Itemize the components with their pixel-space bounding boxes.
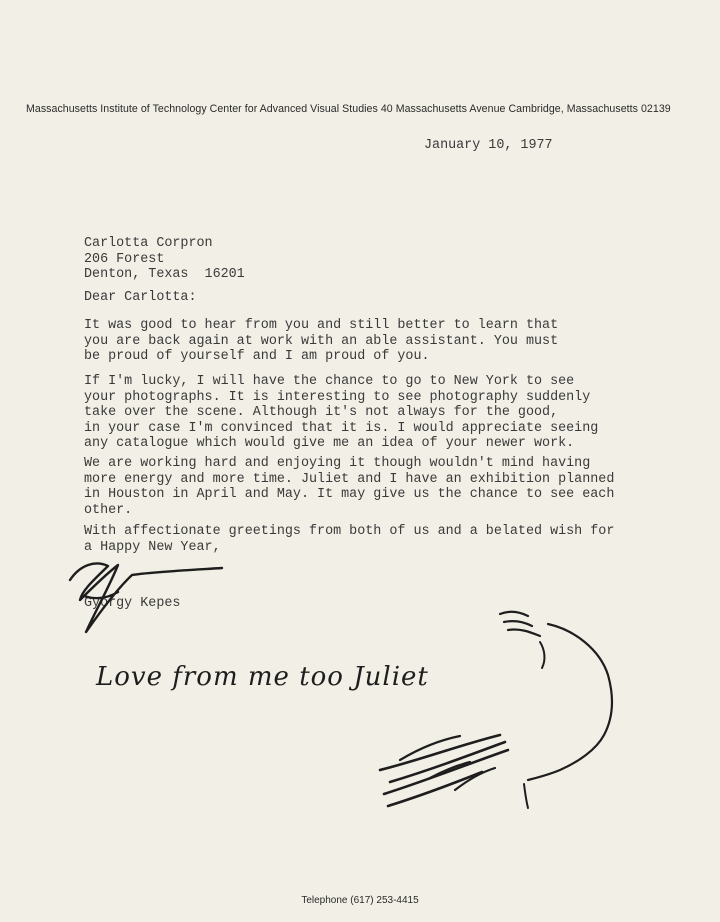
bird-tail-lines xyxy=(380,735,508,806)
bird-neck xyxy=(528,624,612,780)
recipient-address xyxy=(84,236,245,283)
paragraph-2: If I'm lucky, I will have the chance to go to New York to see your photographs. It is interesting to see photography suddenly take over the scene. Although it's not always for the good, in your case I'm convinced that it is. I would appreciate seeing any catalogue which would give me an idea of your newer work. xyxy=(84,374,599,451)
letter-date: January 10, 1977 xyxy=(424,138,553,153)
recipient-name: Carlotta Corpron xyxy=(84,236,213,251)
letterhead: Massachusetts Institute of Technology Center for Advanced Visual Studies 40 Massachusetts Avenue Cambridge, Massachusetts 02139 xyxy=(26,103,671,115)
bird-feathers xyxy=(400,736,495,790)
paragraph-3: We are working hard and enjoying it though wouldn't mind having more energy and more time. Juliet and I have an exhibition planned in Houston in April and May. It may give us the chance to see each other. xyxy=(84,456,615,518)
salutation: Dear Carlotta: xyxy=(84,290,197,305)
bird-beak xyxy=(540,642,544,668)
handwritten-note: Love from me too Juliet xyxy=(96,662,429,692)
typed-signature: Gyorgy Kepes xyxy=(84,596,181,611)
bird-head-strokes xyxy=(500,612,540,636)
bird-leg xyxy=(524,784,528,808)
paragraph-1: It was good to hear from you and still better to learn that you are back again at work with an able assistant. You must be proud of yourself and I am proud of you. xyxy=(84,318,559,364)
paragraph-4: With affectionate greetings from both of us and a belated wish for a Happy New Year, xyxy=(84,524,615,555)
recipient-city: Denton, Texas 16201 xyxy=(84,267,245,282)
footer-telephone: Telephone (617) 253-4415 xyxy=(301,895,419,906)
recipient-street: 206 Forest xyxy=(84,251,165,267)
